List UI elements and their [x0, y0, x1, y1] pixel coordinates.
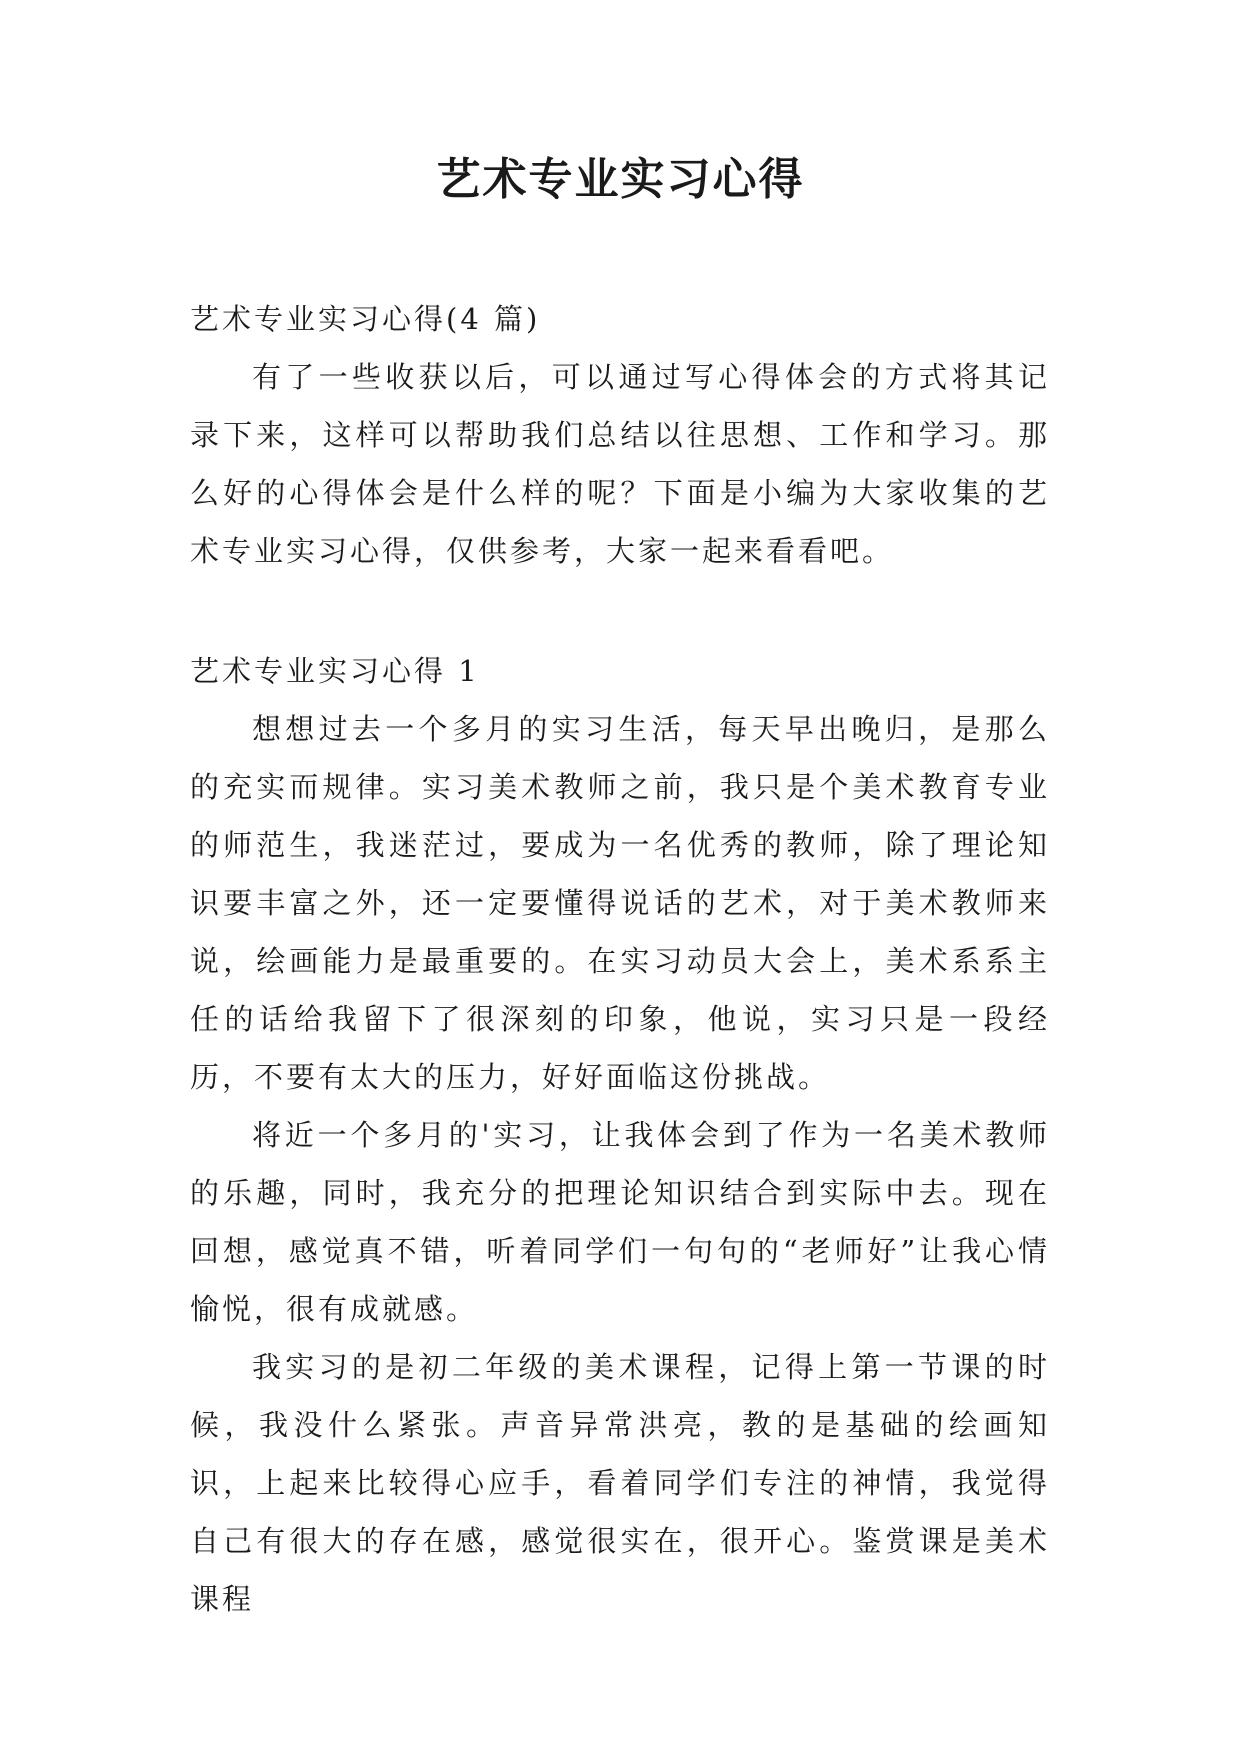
- section-spacer: [190, 580, 1050, 642]
- intro-paragraph: 有了一些收获以后，可以通过写心得体会的方式将其记录下来，这样可以帮助我们总结以往思想、工作和学习。那么好的心得体会是什么样的呢？下面是小编为大家收集的艺术专业实习心得，仅供参考，大家一起来看看吧。: [190, 360, 1050, 568]
- document-title: 艺术专业实习心得: [436, 154, 805, 205]
- document-body: [190, 290, 1050, 1628]
- section1-paragraph-3: 我实习的是初二年级的美术课程，记得上第一节课的时候，我没什么紧张。声音异常洪亮，教的是基础的绘画知识，上起来比较得心应手，看着同学们专注的神情，我觉得自己有很大的存在感，感觉很实在，很开心。鉴赏课是美术课程: [190, 1350, 1050, 1616]
- section1-heading: 艺术专业实习心得 1: [190, 654, 480, 688]
- section1-paragraph-1: 想想过去一个多月的实习生活，每天早出晚归，是那么的充实而规律。实习美术教师之前，我只是个美术教育专业的师范生，我迷茫过，要成为一名优秀的教师，除了理论知识要丰富之外，还一定要懂得说话的艺术，对于美术教师来说，绘画能力是最重要的。在实习动员大会上，美术系系主任的话给我留下了很深刻的印象，他说，实习只是一段经历，不要有太大的压力，好好面临这份挑战。: [190, 712, 1050, 1094]
- section1-paragraph-2: 将近一个多月的'实习，让我体会到了作为一名美术教师的乐趣，同时，我充分的把理论知识结合到实际中去。现在回想，感觉真不错，听着同学们一句句的“老师好”让我心情愉悦，很有成就感。: [190, 1118, 1050, 1326]
- intro-heading: 艺术专业实习心得(4 篇): [190, 302, 541, 336]
